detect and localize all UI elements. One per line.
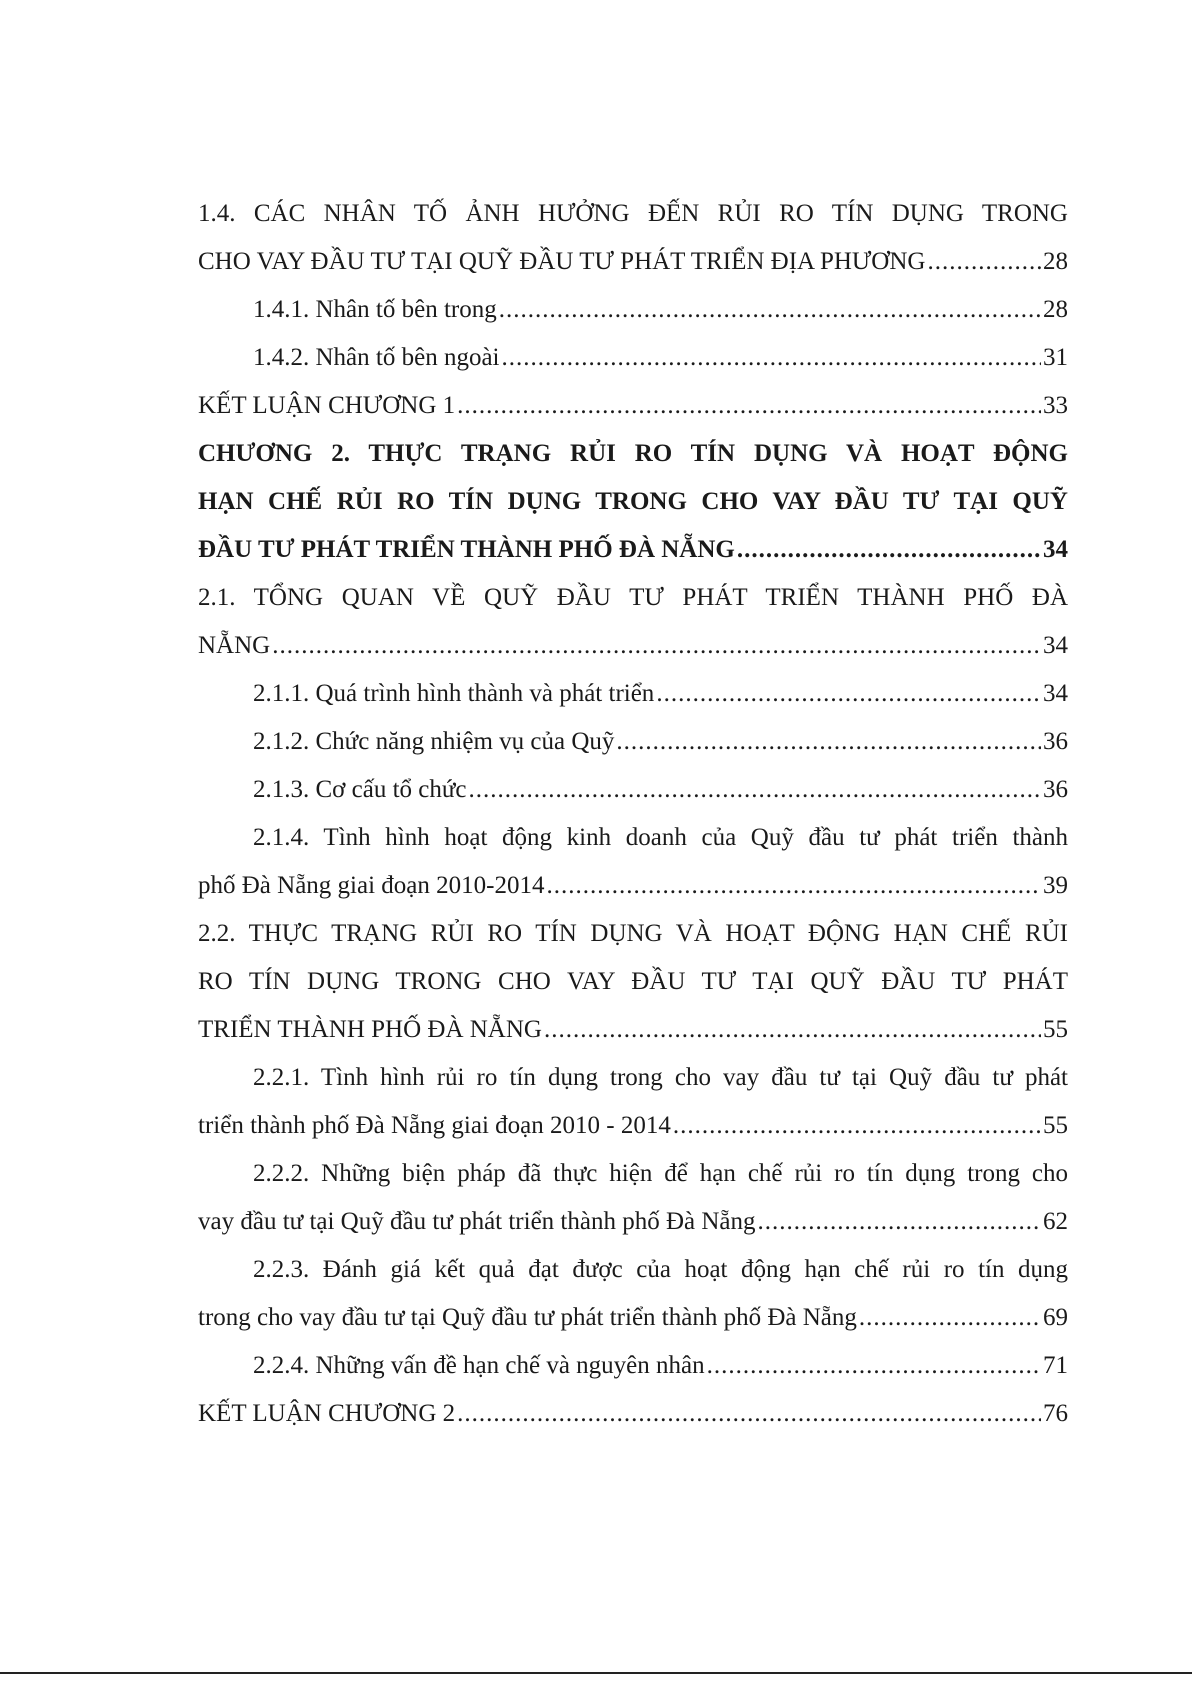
dot-leader	[499, 334, 1041, 382]
toc-entry-line: 2.2. THỰC TRẠNG RỦI RO TÍN DỤNG VÀ HOẠT ĐỘNG HẠN CHẾ RỦI	[198, 920, 1068, 947]
toc-entry-title: KẾT LUẬN CHƯƠNG 1	[198, 392, 456, 419]
toc-page-number: 62	[1043, 1208, 1068, 1235]
toc-entry-line: 2.1.4. Tình hình hoạt động kinh doanh của Quỹ đầu tư phát triển thành	[253, 824, 1068, 851]
toc-entry-title: trong cho vay đầu tư tại Quỹ đầu tư phát triển thành phố Đà Nẵng	[198, 1304, 857, 1331]
toc-entry-line: 2.2.3. Đánh giá kết quả đạt được của hoạt động hạn chế rủi ro tín dụng	[253, 1256, 1068, 1283]
dot-leader	[270, 622, 1041, 670]
toc-page-number: 28	[1043, 296, 1068, 323]
toc-page-number: 36	[1043, 728, 1068, 755]
toc-entry-title: triển thành phố Đà Nẵng giai đoạn 2010 - 2014	[198, 1112, 671, 1139]
toc-entry-e8[interactable]	[198, 718, 1068, 766]
toc-entry-row	[198, 670, 1068, 718]
toc-entry-line: 2.1. TỔNG QUAN VỀ QUỸ ĐẦU TƯ PHÁT TRIỂN THÀNH PHỐ ĐÀ	[198, 584, 1068, 611]
page-bottom-rule	[0, 1672, 1192, 1674]
dot-leader	[467, 766, 1041, 814]
dot-leader	[671, 1102, 1041, 1150]
toc-entry-row	[198, 622, 1068, 670]
toc-page-number: 34	[1043, 632, 1068, 659]
toc-entry-title: TRIỂN THÀNH PHỐ ĐÀ NẴNG	[198, 1016, 542, 1043]
toc-entry-e12[interactable]	[198, 1054, 1068, 1150]
toc-entry-title: phố Đà Nẵng giai đoạn 2010-2014	[198, 872, 545, 899]
toc-entry-row	[198, 1342, 1068, 1390]
toc-page-number: 28	[1043, 248, 1068, 275]
toc-entry-row	[198, 1102, 1068, 1150]
toc-page-number: 34	[1043, 680, 1068, 707]
toc-entry-row	[198, 382, 1068, 430]
toc-entry-e11[interactable]	[198, 910, 1068, 1054]
toc-entry-title: ĐẦU TƯ PHÁT TRIỂN THÀNH PHỐ ĐÀ NẴNG	[198, 536, 735, 563]
toc-page-number: 36	[1043, 776, 1068, 803]
toc-entry-e2[interactable]	[198, 286, 1068, 334]
toc-entry-title: vay đầu tư tại Quỹ đầu tư phát triển thành phố Đà Nẵng	[198, 1208, 756, 1235]
toc-entry-row	[198, 1006, 1068, 1054]
toc-entry-line: 2.2.2. Những biện pháp đã thực hiện để hạn chế rủi ro tín dụng trong cho	[253, 1160, 1068, 1187]
toc-entry-e1[interactable]	[198, 190, 1068, 286]
toc-page-number: 55	[1043, 1112, 1068, 1139]
toc-entry-row	[198, 334, 1068, 382]
toc-entry-title: NẴNG	[198, 632, 271, 659]
toc-entry-e15[interactable]	[198, 1342, 1068, 1390]
toc-entry-title: 2.1.3. Cơ cấu tổ chức	[253, 776, 467, 803]
dot-leader	[455, 1390, 1041, 1438]
toc-entry-row	[198, 238, 1068, 286]
toc-entry-row	[198, 1294, 1068, 1342]
toc-entry-e16[interactable]	[198, 1390, 1068, 1438]
dot-leader	[544, 862, 1041, 910]
toc-entry-row	[198, 526, 1068, 574]
toc-entry-title: 1.4.1. Nhân tố bên trong	[253, 296, 497, 323]
toc-entry-title: 2.1.1. Quá trình hình thành và phát triển	[253, 680, 655, 707]
dot-leader	[455, 382, 1041, 430]
table-of-contents	[198, 190, 1068, 1438]
dot-leader	[857, 1294, 1041, 1342]
toc-page-number: 71	[1043, 1352, 1068, 1379]
toc-entry-row	[198, 1390, 1068, 1438]
toc-entry-e3[interactable]	[198, 334, 1068, 382]
toc-entry-e9[interactable]	[198, 766, 1068, 814]
toc-page-number: 34	[1043, 536, 1068, 563]
toc-entry-title: KẾT LUẬN CHƯƠNG 2	[198, 1400, 456, 1427]
toc-entry-e4[interactable]	[198, 382, 1068, 430]
dot-leader	[654, 670, 1041, 718]
toc-page-number: 76	[1043, 1400, 1068, 1427]
toc-entry-row	[198, 862, 1068, 910]
toc-entry-line: 2.2.1. Tình hình rủi ro tín dụng trong cho vay đầu tư tại Quỹ đầu tư phát	[253, 1064, 1068, 1091]
toc-entry-row	[198, 1198, 1068, 1246]
toc-page-number: 69	[1043, 1304, 1068, 1331]
toc-entry-title: CHO VAY ĐẦU TƯ TẠI QUỸ ĐẦU TƯ PHÁT TRIỂN ĐỊA PHƯƠNG	[198, 248, 926, 275]
toc-entry-line: HẠN CHẾ RỦI RO TÍN DỤNG TRONG CHO VAY ĐẦU TƯ TẠI QUỸ	[198, 488, 1068, 515]
dot-leader	[497, 286, 1041, 334]
toc-entry-e14[interactable]	[198, 1246, 1068, 1342]
toc-entry-row	[198, 286, 1068, 334]
dot-leader	[756, 1198, 1041, 1246]
toc-page-number: 33	[1043, 392, 1068, 419]
dot-leader	[614, 718, 1041, 766]
toc-entry-line: CHƯƠNG 2. THỰC TRẠNG RỦI RO TÍN DỤNG VÀ HOẠT ĐỘNG	[198, 440, 1068, 467]
toc-page-number: 39	[1043, 872, 1068, 899]
toc-entry-line: 1.4. CÁC NHÂN TỐ ẢNH HƯỞNG ĐẾN RỦI RO TÍN DỤNG TRONG	[198, 200, 1068, 227]
toc-page-number: 55	[1043, 1016, 1068, 1043]
toc-entry-e7[interactable]	[198, 670, 1068, 718]
toc-entry-row	[198, 766, 1068, 814]
toc-entry-e10[interactable]	[198, 814, 1068, 910]
toc-entry-row	[198, 718, 1068, 766]
toc-page-number: 31	[1043, 344, 1068, 371]
toc-entry-e6[interactable]	[198, 574, 1068, 670]
dot-leader	[705, 1342, 1041, 1390]
toc-entry-line: RO TÍN DỤNG TRONG CHO VAY ĐẦU TƯ TẠI QUỸ ĐẦU TƯ PHÁT	[198, 968, 1068, 995]
toc-entry-title: 2.1.2. Chức năng nhiệm vụ của Quỹ	[253, 728, 615, 755]
dot-leader	[542, 1006, 1041, 1054]
toc-entry-e13[interactable]	[198, 1150, 1068, 1246]
toc-entry-title: 2.2.4. Những vấn đề hạn chế và nguyên nhân	[253, 1352, 705, 1379]
dot-leader	[925, 238, 1041, 286]
toc-entry-e5[interactable]	[198, 430, 1068, 574]
toc-entry-title: 1.4.2. Nhân tố bên ngoài	[253, 344, 500, 371]
dot-leader	[735, 526, 1041, 574]
